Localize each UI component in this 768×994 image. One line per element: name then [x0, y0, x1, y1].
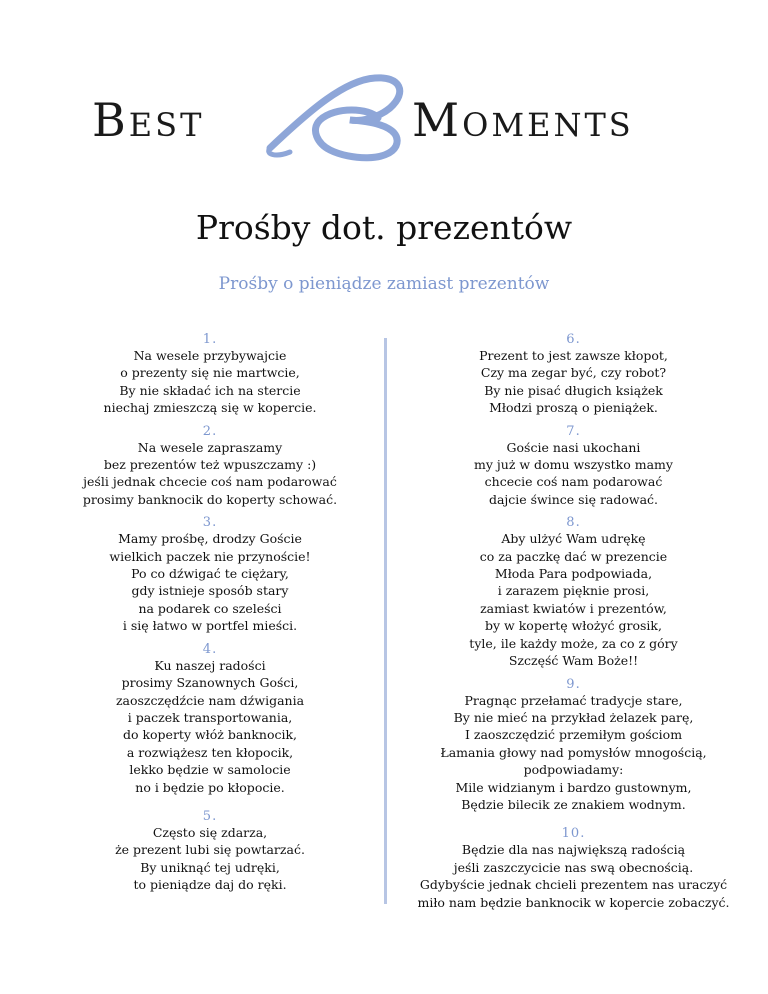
poem-block	[401, 425, 746, 509]
poems-left-column	[45, 333, 375, 894]
poem-line: Aby ulżyć Wam udrękę	[501, 531, 646, 547]
poem-line: niechaj zmieszczą się w kopercie.	[103, 400, 317, 416]
page-subtitle: Prośby o pieniądze zamiast prezentów	[218, 274, 550, 294]
poem-line: co za paczkę dać w prezencie	[479, 548, 668, 564]
poem-text	[45, 347, 375, 417]
poem-text	[401, 692, 746, 814]
poem-line: Gdybyście jednak chcieli prezentem nas uraczyć	[419, 877, 728, 893]
poem-line: no i będzie po kłopocie.	[135, 779, 285, 795]
poem-line: gdy istnieje sposób stary	[131, 583, 289, 599]
poem-line: tyle, ile każdy może, za co z góry	[469, 635, 678, 651]
poem-line: bez prezentów też wpuszczamy :)	[103, 457, 317, 473]
poem-line: Na wesele przybywajcie	[133, 348, 287, 363]
poem-line: my już w domu wszystko mamy	[474, 457, 673, 473]
poem-line: podpowiadamy:	[523, 762, 624, 778]
poem-line: Mamy prośbę, drodzy Goście	[118, 531, 302, 547]
poem-line: prosimy Szanownych Gości,	[121, 675, 299, 691]
poem-number: 6.	[566, 332, 581, 347]
poem-line: i się łatwo w portfel mieści.	[122, 618, 298, 634]
poem-line: że prezent lubi się powtarzać.	[115, 842, 305, 858]
poem-line: Młodzi proszą o pieniążek.	[489, 400, 658, 416]
poem-block	[401, 516, 746, 669]
poem-line: Po co dźwigać te ciężary,	[131, 566, 289, 582]
logo-word-best: Best	[92, 93, 205, 147]
poems-right-column	[401, 333, 746, 911]
poem-line: zaoszczędźcie nam dźwigania	[115, 692, 305, 708]
column-divider	[384, 338, 387, 904]
poem-line: Będzie bilecik ze znakiem wodnym.	[461, 796, 686, 812]
poem-line: Często się zdarza,	[152, 824, 268, 840]
poem-line: to pieniądze daj do ręki.	[133, 877, 287, 893]
poem-line: prosimy banknocik do koperty schować.	[82, 491, 338, 507]
poem-text	[45, 530, 375, 634]
poem-line: zamiast kwiatów i prezentów,	[480, 600, 667, 616]
poem-block	[45, 810, 375, 894]
poem-text	[401, 439, 746, 509]
poem-text	[401, 347, 746, 417]
poem-number: 7.	[566, 423, 581, 439]
poem-block	[401, 678, 746, 814]
poem-line: do koperty włóż banknocik,	[122, 727, 298, 743]
poem-line: o prezenty się nie martwcie,	[120, 365, 300, 381]
poem-line: chcecie coś nam podarować	[484, 474, 663, 490]
poem-line: Czy ma zegar być, czy robot?	[480, 365, 667, 381]
poem-text	[45, 439, 375, 509]
poem-number: 5.	[202, 808, 218, 824]
poem-block	[401, 333, 746, 417]
poem-line: Mile widzianym i bardzo gustownym,	[455, 779, 692, 795]
poem-number: 8.	[566, 515, 581, 531]
poem-text	[401, 841, 746, 911]
poem-text	[45, 657, 375, 796]
poem-line: Łamania głowy nad pomysłów mnogością,	[440, 744, 707, 760]
poem-line: jeśli jednak chcecie coś nam podarować	[83, 474, 337, 490]
poem-block	[401, 827, 746, 911]
poem-line: Na wesele zapraszamy	[137, 439, 283, 455]
logo-word-moments: Moments	[412, 93, 634, 147]
poem-line: miło nam będzie banknocik w kopercie zobaczyć.	[417, 894, 730, 910]
poem-number: 4.	[202, 641, 218, 657]
poem-line: by w kopertę włożyć grosik,	[485, 618, 662, 634]
poem-number: 2.	[202, 423, 218, 439]
poem-number: 3.	[202, 515, 218, 531]
poem-line: By nie składać ich na stercie	[119, 382, 301, 398]
logo	[0, 70, 768, 170]
poem-line: dajcie śwince się radować.	[488, 491, 659, 507]
poem-number: 9.	[566, 676, 581, 692]
poem-text	[401, 530, 746, 669]
poem-line: By nie pisać długich książek	[484, 382, 663, 398]
poem-line: jeśli zaszczycicie nas swą obecnością.	[453, 859, 694, 875]
poem-line: Będzie dla nas największą radością	[461, 842, 686, 858]
poem-line: na podarek co szeleści	[138, 600, 282, 616]
poem-block	[45, 425, 375, 509]
poem-block	[45, 643, 375, 796]
poem-line: Młoda Para podpowiada,	[494, 566, 653, 582]
poem-line: Szczęść Wam Boże!!	[508, 653, 639, 669]
page-title: Prośby dot. prezentów	[195, 208, 573, 247]
poem-block	[45, 333, 375, 417]
poem-line: Prezent to jest zawsze kłopot,	[479, 348, 668, 363]
poem-number: 10.	[561, 826, 586, 842]
poem-line: a rozwiążesz ten kłopocik,	[126, 744, 294, 760]
poem-line: Goście nasi ukochani	[506, 439, 641, 455]
poem-number: 1.	[202, 332, 218, 347]
poem-line: By uniknąć tej udręki,	[140, 859, 280, 875]
poem-line: lekko będzie w samolocie	[129, 762, 291, 778]
logo-heart-mark	[250, 70, 420, 165]
poem-line: By nie mieć na przykład żelazek parę,	[453, 709, 694, 725]
poem-line: wielkich paczek nie przynoście!	[109, 548, 311, 564]
poem-line: Pragnąc przełamać tradycje stare,	[464, 692, 683, 708]
poem-line: I zaoszczędzić przemiłym gościom	[464, 727, 683, 743]
poem-text	[45, 824, 375, 894]
poem-line: i zarazem pięknie prosi,	[497, 583, 650, 599]
poem-line: i paczek transportowania,	[127, 709, 293, 725]
poem-line: Ku naszej radości	[154, 657, 266, 673]
poem-block	[45, 516, 375, 634]
